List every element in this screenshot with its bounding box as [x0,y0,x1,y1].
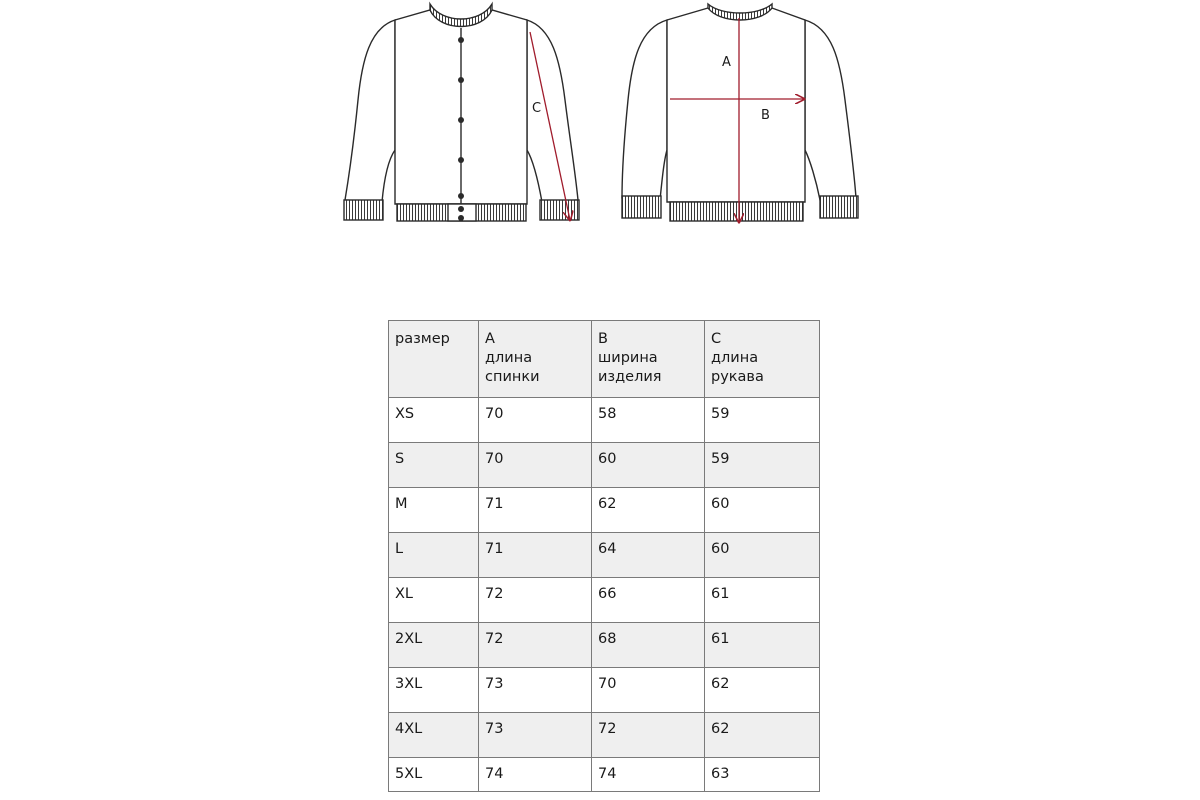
header-b [592,321,705,398]
table-header-row [389,321,820,398]
header-size [389,321,479,398]
header-b-line1: ширина [598,350,658,366]
cell-c: 61 [705,623,820,668]
cell-c: 60 [705,533,820,578]
cell-a: 71 [479,533,592,578]
cell-b: 70 [592,668,705,713]
header-a-line2: спинки [485,369,540,385]
size-chart-body [389,321,820,792]
jacket-back-view [622,4,858,221]
jacket-measurement-diagram [0,0,1200,300]
table-row [389,533,820,578]
cell-size: XS [389,398,479,443]
cell-b: 66 [592,578,705,623]
cell-b: 60 [592,443,705,488]
header-b-line2: изделия [598,369,662,385]
cell-b: 58 [592,398,705,443]
header-a-code: A [485,331,495,347]
cell-a: 72 [479,578,592,623]
cell-b: 68 [592,623,705,668]
cell-c: 60 [705,488,820,533]
cell-c: 59 [705,443,820,488]
cell-c: 61 [705,578,820,623]
cell-size: XL [389,578,479,623]
cell-a: 73 [479,713,592,758]
jacket-front-view [344,4,579,221]
table-row [389,668,820,713]
cell-c: 59 [705,398,820,443]
cell-a: 72 [479,623,592,668]
cell-b: 64 [592,533,705,578]
table-row [389,713,820,758]
table-row [389,578,820,623]
table-row [389,488,820,533]
size-chart-table [388,320,820,792]
header-c-code: C [711,331,722,347]
header-a [479,321,592,398]
header-size-label: размер [395,331,450,347]
header-c-line2: рукава [711,369,764,385]
cell-size: 5XL [389,758,479,792]
header-a-line1: длина [485,350,533,366]
cell-b: 72 [592,713,705,758]
table-row [389,443,820,488]
cell-size: S [389,443,479,488]
table-row [389,398,820,443]
cell-c: 62 [705,713,820,758]
cell-a: 70 [479,398,592,443]
cell-a: 74 [479,758,592,792]
cell-c: 62 [705,668,820,713]
cell-b: 74 [592,758,705,792]
cell-c: 63 [705,758,820,792]
cell-a: 73 [479,668,592,713]
cell-size: L [389,533,479,578]
cell-size: M [389,488,479,533]
label-a: A [722,55,731,70]
cell-size: 3XL [389,668,479,713]
label-b: B [761,108,770,123]
cell-a: 71 [479,488,592,533]
table-row [389,623,820,668]
cell-size: 2XL [389,623,479,668]
cell-b: 62 [592,488,705,533]
table-row [389,758,820,792]
header-b-code: B [598,331,608,347]
cell-size: 4XL [389,713,479,758]
header-c [705,321,820,398]
cell-a: 70 [479,443,592,488]
header-c-line1: длина [711,350,759,366]
label-c: C [532,101,542,116]
